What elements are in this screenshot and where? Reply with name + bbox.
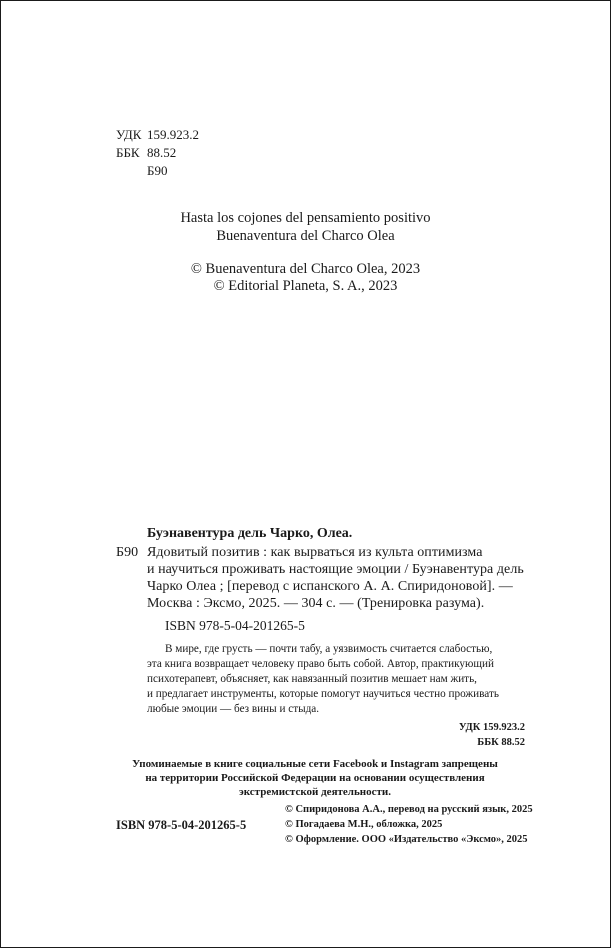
record-line: Чарко Олеа ; [перевод с испанского А. А. Спиридоновой]. — <box>147 579 513 594</box>
record-line: и научиться проживать настоящие эмоции / Буэнавентура дель <box>147 562 524 577</box>
author-mark: Б90 <box>147 163 168 178</box>
record-author-heading: Буэнавентура дель Чарко, Олеа. <box>147 526 353 541</box>
udk-value: 159.923.2 <box>147 127 199 142</box>
annotation-line: В мире, где грусть — почти табу, а уязвимость считается слабостью, <box>165 643 493 655</box>
notice-line: на территории Российской Федерации на основании осуществления <box>145 772 485 784</box>
original-title: Hasta los cojones del pensamiento positivo <box>180 210 431 226</box>
bbk-value: 88.52 <box>147 145 177 160</box>
annotation-line: любые эмоции — без вины и стыда. <box>147 703 320 715</box>
notice-line: Упоминаемые в книге социальные сети Facebook и Instagram запрещены <box>132 758 498 770</box>
bbk-label: ББК <box>116 145 140 160</box>
record-isbn: ISBN 978-5-04-201265-5 <box>165 618 305 633</box>
udk-label: УДК <box>116 127 142 142</box>
original-author: Buenaventura del Charco Olea <box>216 228 395 244</box>
annotation-line: эта книга возвращает человеку право быть собой. Автор, практикующий <box>147 658 494 670</box>
footer-copyright-line: © Спиридонова А.А., перевод на русский язык, 2025 <box>285 804 533 815</box>
record-line: Москва : Эксмо, 2025. — 304 с. — (Тренировка разума). <box>147 596 485 611</box>
notice-line: экстремистской деятельности. <box>238 786 392 798</box>
copyright-publisher: © Editorial Planeta, S. A., 2023 <box>213 278 398 294</box>
footer-isbn: ISBN 978-5-04-201265-5 <box>116 818 247 832</box>
udk-code-right: УДК 159.923.2 <box>458 722 525 733</box>
annotation-line: и предлагает инструменты, которые помогут научиться честно проживать <box>147 688 499 700</box>
bbk-code-right: ББК 88.52 <box>477 737 525 748</box>
footer-copyright-line: © Оформление. ООО «Издательство «Эксмо», 2025 <box>285 834 528 845</box>
record-author-mark: Б90 <box>116 545 139 560</box>
footer-copyright-line: © Погадаева М.Н., обложка, 2025 <box>285 819 443 830</box>
copyright-author: © Buenaventura del Charco Olea, 2023 <box>190 261 421 277</box>
annotation-line: психотерапевт, объясняет, как навязанный позитив мешает нам жить, <box>147 673 477 685</box>
record-line: Ядовитый позитив : как вырваться из культа оптимизма <box>147 545 483 560</box>
